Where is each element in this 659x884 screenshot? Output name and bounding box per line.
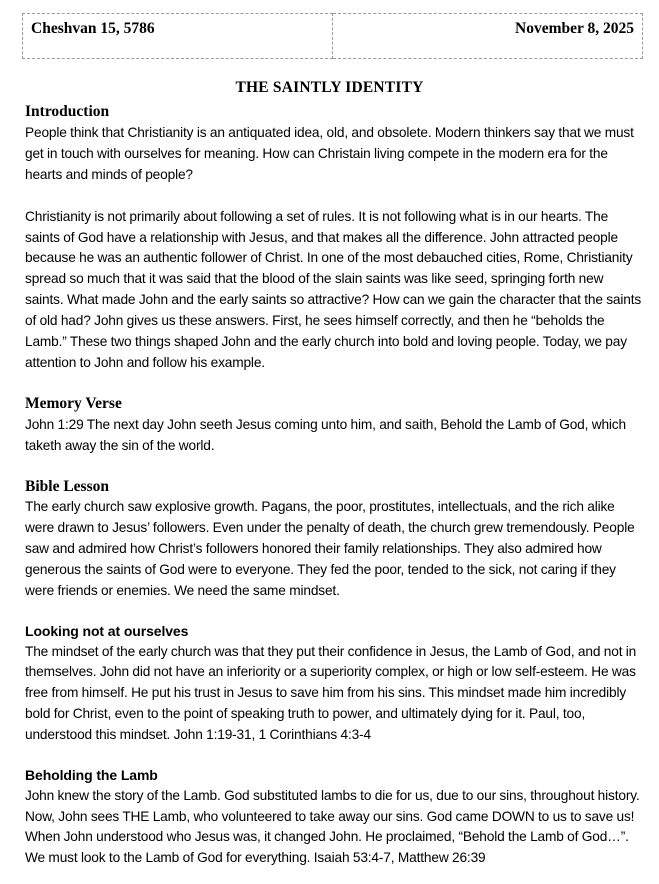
section-spacer — [25, 457, 644, 476]
section-spacer — [25, 602, 644, 621]
hebrew-date-cell: Cheshvan 15, 5786 — [23, 14, 333, 59]
section-heading-looking-not-at-ourselves: Looking not at ourselves — [25, 623, 189, 640]
section-paragraph: Christianity is not primarily about following a set of rules. It is not following what is in our hearts. The saints of God have a relationship with Jesus, and that makes all the difference. John attracted people because he was an authentic follower of Christ. In one of the most debauched cities, Rome, Christianity spread so much that it was said that the blood of the slain saints was like seed, springing forth new saints. What made John and the early saints so attractive? How can we gain the character that the saints of old had? John gives us these answers. First, he sees himself correctly, and then he “beholds the Lamb.” These two things shaped John and the early church into bold and loving people. Today, we pay attention to John and follow his example. — [25, 208, 642, 371]
section-paragraph: People think that Christianity is an antiquated idea, old, and obsolete. Modern thinkers say that we must get in touch with ourselves for meaning. How can Christain living compete in the modern era for the hearts and minds of people? — [25, 124, 634, 182]
section-paragraph: John knew the story of the Lamb. God substituted lambs to die for us, due to our sins, throughout history. Now, John sees THE Lamb, who volunteered to take away our sins. God came DOWN to us to save us! When John understood who Jesus was, it changed John. He proclaimed, “Behold the Lamb of God…”. We must look to the Lamb of God for everything. Isaiah 53:4-7, Matthew 26:39 — [25, 787, 640, 866]
section-heading-introduction: Introduction — [25, 103, 110, 120]
section-spacer — [25, 374, 644, 393]
section-bible-lesson — [25, 476, 644, 602]
section-paragraph: The mindset of the early church was that they put their confidence in Jesus, the Lamb of God, and not in themselves. John did not have an inferiority or a superiority complex, or high or low self-esteem. He was free from himself. He put his trust in Jesus to save him from his sins. This mindset made him incredibly bold for Christ, even to the point of speaking truth to power, and ultimately dying for it. Paul, too, understood this mindset. John 1:19-31, 1 Corinthians 4:3-4 — [25, 643, 637, 743]
section-looking-not-at-ourselves — [25, 621, 644, 746]
paragraph-spacer — [25, 186, 644, 207]
date-header-table — [22, 13, 643, 59]
section-paragraph: The early church saw explosive growth. Pagans, the poor, prostitutes, intellectuals, and the rich alike were drawn to Jesus’ followers. Even under the penalty of death, the church grew tremendously. People saw and admired how Christ’s followers honored their family relationships. They also admired how generous the saints of God were to everyone. They fed the poor, tended to the sick, not caring if they were friends or enemies. We need the same mindset. — [25, 499, 635, 599]
section-heading-bible-lesson: Bible Lesson — [25, 477, 109, 495]
date-header-row — [23, 14, 643, 59]
page-title: THE SAINTLY IDENTITY — [235, 79, 424, 96]
document-page — [0, 13, 659, 884]
section-heading-beholding-the-lamb: Beholding the Lamb — [25, 767, 158, 784]
section-memory-verse — [25, 393, 644, 457]
section-spacer — [25, 746, 644, 765]
gregorian-date-cell: November 8, 2025 — [333, 14, 643, 59]
document-body — [0, 79, 659, 869]
section-introduction — [25, 101, 644, 374]
section-beholding-the-lamb — [25, 765, 644, 869]
section-heading-memory-verse: Memory Verse — [25, 395, 122, 413]
section-paragraph: John 1:29 The next day John seeth Jesus coming unto him, and saith, Behold the Lamb of God, which taketh away the sin of the world. — [25, 416, 626, 453]
